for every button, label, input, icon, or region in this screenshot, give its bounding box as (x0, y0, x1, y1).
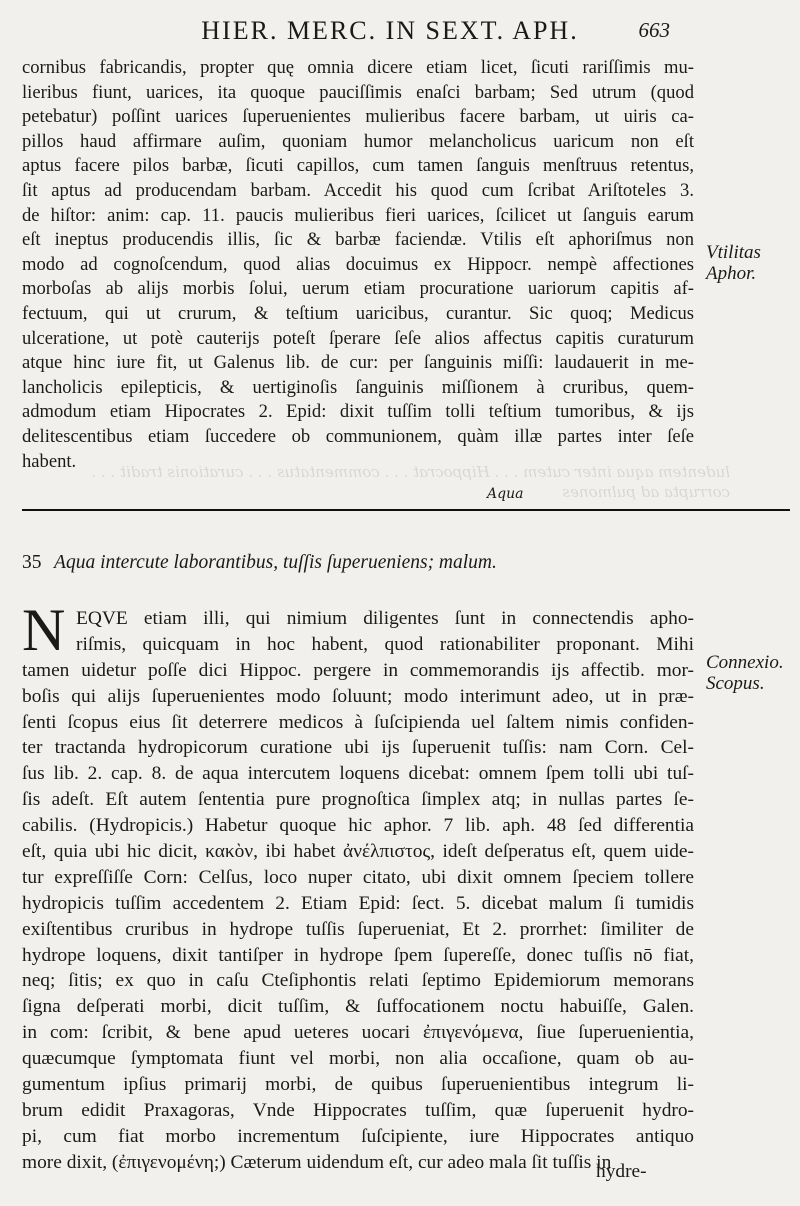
text-line: ſus lib. 2. cap. 8. de aqua intercutem loquens dicebat: omnem ſpem tolli ubi tuſ- (22, 763, 694, 785)
text-line: exiſtentibus cruribus in hydrope tuſſis ſuperueniat, Et 2. prorrhet: ſimiliter de (22, 918, 694, 940)
custos-word: Aqua (487, 486, 524, 502)
margin-note-utilitas (706, 242, 761, 284)
text-line: modo ad cognoſcendum, quod alias docuimus ex Hippocr. nempè affectiones (22, 253, 694, 275)
catchword: hydre- (596, 1161, 647, 1182)
margin-note-line: Aphor. (706, 263, 757, 284)
aphorism-number: 35 (22, 552, 42, 573)
text-line: ſigna deſperati morbi, dicit tuſſim, & ſuffocationem noctu habuiſſe, Galen. (22, 996, 694, 1018)
text-line: ſenti ſcopus eius ſit deterrere medicos à ſuſcipienda uel ſaltem nimis confiden- (22, 711, 694, 733)
running-header (120, 16, 670, 46)
text-line: EQVE etiam illi, qui nimium diligentes ſunt in connectendis apho- (76, 608, 694, 629)
margin-note-line: Scopus. (706, 673, 765, 694)
text-line: riſmis, quicquam in hoc habent, quod rationabiliter proponant. Mihi (76, 633, 694, 655)
text-line: cabilis. (Hydropicis.) Habetur quoque hic aphor. 7 lib. aph. 48 ſed differentia (22, 815, 694, 837)
text-line: delitescentibus etiam ſuccedere ob communionem, quàm illæ partes inter ſeſe (22, 425, 694, 447)
text-line: quæcumque ſymptomata fiunt vel morbi, non alia occaſione, quam ob au- (22, 1048, 694, 1070)
text-line: boſis qui alijs ſuperuenientes modo ſoluunt; modo interimunt adeo, ut in præ- (22, 685, 694, 707)
text-line: hydropicis tuſſim accedentem 2. Etiam Epid: ſect. 5. dicebat malum ſi tumidis (22, 892, 694, 914)
text-line: admodum etiam Hipocrates 2. Epid: dixit tuſſim tolli teſtium tumoribus, & ijs (22, 401, 694, 423)
commentary-block-2 (22, 606, 694, 1176)
text-line: ſit aptus ad producendam barbam. Accedit his quod cum ſcribat Ariſtoteles 3. (22, 179, 694, 201)
text-line: ter tractanda hydropicorum curatione ubi ijs ſuperuenit tuſſis: nam Corn. Cel- (22, 737, 694, 759)
aphorism-heading (22, 552, 722, 574)
text-line: cornibus fabricandis, propter quę omnia dicere etiam licet, ſicuti rariſſimis mu- (22, 57, 694, 78)
text-line: neq; ſitis; ex quo in caſu Cteſiphontis relati ſeptimo Epidemiorum memorans (22, 970, 694, 992)
margin-note-line: Vtilitas (706, 242, 761, 263)
aphorism-text: Aqua intercute laborantibus, tuſſis ſuperueniens; malum. (54, 552, 497, 573)
text-line: pi, cum fiat morbo incrementum ſuſcipiente, iure Hippocrates antiquo (22, 1125, 694, 1147)
text-line: eſt ineptus producendis illis, ſic & barbæ faciendæ. Vtilis eſt aphoriſmus non (22, 229, 694, 251)
commentary-block-1 (22, 56, 694, 474)
text-line: ſis adeſt. Eſt autem ſententia pure prognoſtica ſimplex atq; in nullas partes ſe- (22, 789, 694, 811)
text-line: pillos haud affirmare auſim, quoniam humor melancholicus uaricum non eſt (22, 130, 694, 152)
section-divider-rule (22, 509, 790, 511)
text-line: de hiſtor: anim: cap. 11. paucis mulieribus fieri uarices, ſcilicet ut ſanguis earum (22, 204, 694, 226)
text-line: habent. (22, 450, 77, 472)
text-line: tur expreſſiſſe Corn: Celſus, loco nuper citato, ubi dixit omnem ſpeciem tollere (22, 866, 694, 888)
text-line: ulceratione, ut potè cauterijs poteſt ſperare ſeſe alios affectus capitis curaturum (22, 327, 694, 349)
text-line: hydrope loquens, dixit tantiſper in hydrope ſpem ſupereſſe, donec tuſſis nō fiat, (22, 944, 694, 966)
text-line: in com: ſcribit, & bene apud ueteres uocari ἐπιγενόμενα, ſiue ſuperuenientia, (22, 1022, 694, 1044)
text-line: brum edidit Praxagoras, Vnde Hippocrates tuſſim, quæ ſuperuenit hydro- (22, 1099, 694, 1121)
bleed-through-text: ludentem aqua inter cutem . . . Hippocrat . . . commentatus . . . curationis tradit . . . corrupta ad pulmones (91, 463, 730, 501)
text-line: petebatur) poſſint uarices ſuperuenientes mulieribus facere barbam, ut uiris ca- (22, 106, 694, 128)
text-line: eſt, quia ubi hic dicit, κακὸν, ibi habet ἀνέλπιστος, ideſt deſperatus eſt, quem uide- (22, 841, 694, 863)
margin-note-line: Connexio. (706, 652, 784, 673)
drop-cap: N (22, 597, 66, 663)
margin-note-connexio (706, 652, 784, 694)
text-line: lancholicis epilepticis, & uertiginoſis ſanguinis miſſionem à cruribus, quem- (22, 376, 694, 398)
text-line: atque hinc iure fit, ut Galenus lib. de cur: per ſanguinis miſſi: laudauerit in me- (22, 352, 694, 374)
text-line: fectuum, qui ut crurum, & teſtium uaricibus, curantur. Sic quoq; Medicus (22, 302, 694, 324)
text-line: lieribus fiunt, uarices, ita quoque pauciſſimis enaſci barbam; Sed utrum (quod (22, 81, 694, 103)
text-line: more dixit, (ἐπιγενομένη;) Cæterum uidendum eſt, cur adeo mala ſit tuſſis in (22, 1151, 612, 1173)
page-number: 663 (638, 18, 670, 42)
text-line: aptus facere pilos barbæ, ſicuti capillos, cum tamen ſanguis menſtruus retentus, (22, 155, 694, 177)
text-line: gumentum ipſius primarij morbi, de quibus ſuperuenientibus integrum li- (22, 1074, 694, 1096)
text-line: tamen uidetur poſſe dici Hippoc. pergere in commemorandis ijs affectib. mor- (22, 659, 694, 681)
header-title: HIER. MERC. IN SEXT. APH. (201, 16, 579, 45)
text-line: morboſas ab alijs morbis ſolui, uerum etiam procuratione uariorum capitis af- (22, 278, 694, 300)
